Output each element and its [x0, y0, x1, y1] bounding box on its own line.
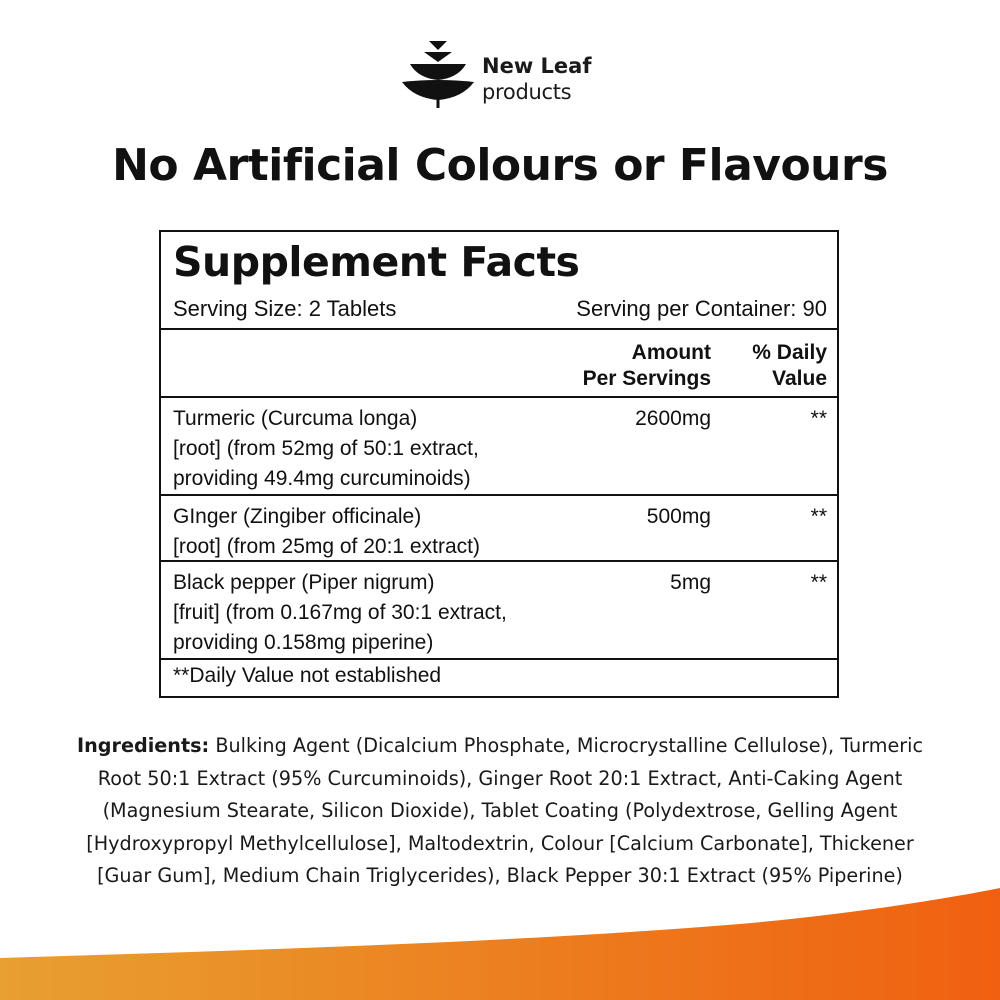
ingredient-amount: 2600mg [635, 407, 711, 430]
ingredient-name-line: [fruit] (from 0.167mg of 30:1 extract, [173, 601, 507, 624]
table-row [161, 496, 837, 560]
ingredient-daily-value: ** [810, 407, 827, 430]
footnote: **Daily Value not established [173, 664, 442, 687]
ingredient-name-line: Turmeric (Curcuma longa) [173, 407, 418, 430]
ingredient-name [173, 404, 479, 494]
column-header-dv-line1: % Daily [752, 341, 827, 364]
ingredient-daily-value: ** [810, 505, 827, 528]
divider [161, 328, 837, 330]
headline: No Artificial Colours or Flavours [112, 140, 888, 191]
ingredient-amount: 500mg [646, 505, 711, 528]
table-row [161, 562, 837, 658]
ingredient-name-line: providing 0.158mg piperine) [173, 631, 434, 654]
ingredients-statement [70, 730, 930, 893]
table-row [161, 398, 837, 494]
ingredient-amount: 5mg [670, 571, 711, 594]
facts-title: Supplement Facts [173, 238, 580, 286]
ingredients-text: Bulking Agent (Dicalcium Phosphate, Microcrystalline Cellulose), Turmeric Root 50:1 Extract (95% Curcuminoids), Ginger Root 20:1 Extract, Anti-Caking Agent (Magnesium Stearate, Silicon Dioxide), Tablet Coating (Polydextrose, Gelling Agent [Hydroxypropyl Methylcellulose], Maltodextrin, Colour [Calcium Carbonate], Thickener [Guar Gum], Medium Chain Triglycerides), Black Pepper 30:1 Extract (95% Piperine) [86, 734, 924, 887]
ingredient-name-line: Black pepper (Piper nigrum) [173, 571, 435, 594]
ingredient-name-line: [root] (from 52mg of 50:1 extract, [173, 437, 479, 460]
column-header-amount-line2: Per Servings [582, 367, 711, 390]
brand-subname: products [482, 80, 572, 104]
ingredient-name-line: [root] (from 25mg of 20:1 extract) [173, 535, 480, 558]
column-header-amount [583, 340, 711, 392]
servings-per-container: Serving per Container: 90 [576, 296, 827, 321]
tiered-leaf-tree-icon [400, 38, 476, 110]
ingredient-name-line: GInger (Zingiber officinale) [173, 505, 422, 528]
decorative-wave [0, 880, 1000, 1000]
supplement-facts-panel [159, 230, 839, 698]
divider [161, 658, 837, 660]
column-header-amount-line1: Amount [631, 341, 711, 364]
serving-size: Serving Size: 2 Tablets [173, 296, 397, 321]
ingredient-name [173, 502, 480, 562]
brand-logo [400, 38, 620, 110]
ingredients-label: Ingredients: [76, 734, 210, 757]
brand-name: New Leaf [482, 54, 592, 78]
column-header-dv-line2: Value [772, 367, 827, 390]
ingredient-name-line: providing 49.4mg curcuminoids) [173, 467, 471, 490]
column-header-daily-value [752, 340, 827, 392]
ingredient-name [173, 568, 507, 658]
ingredient-daily-value: ** [810, 571, 827, 594]
